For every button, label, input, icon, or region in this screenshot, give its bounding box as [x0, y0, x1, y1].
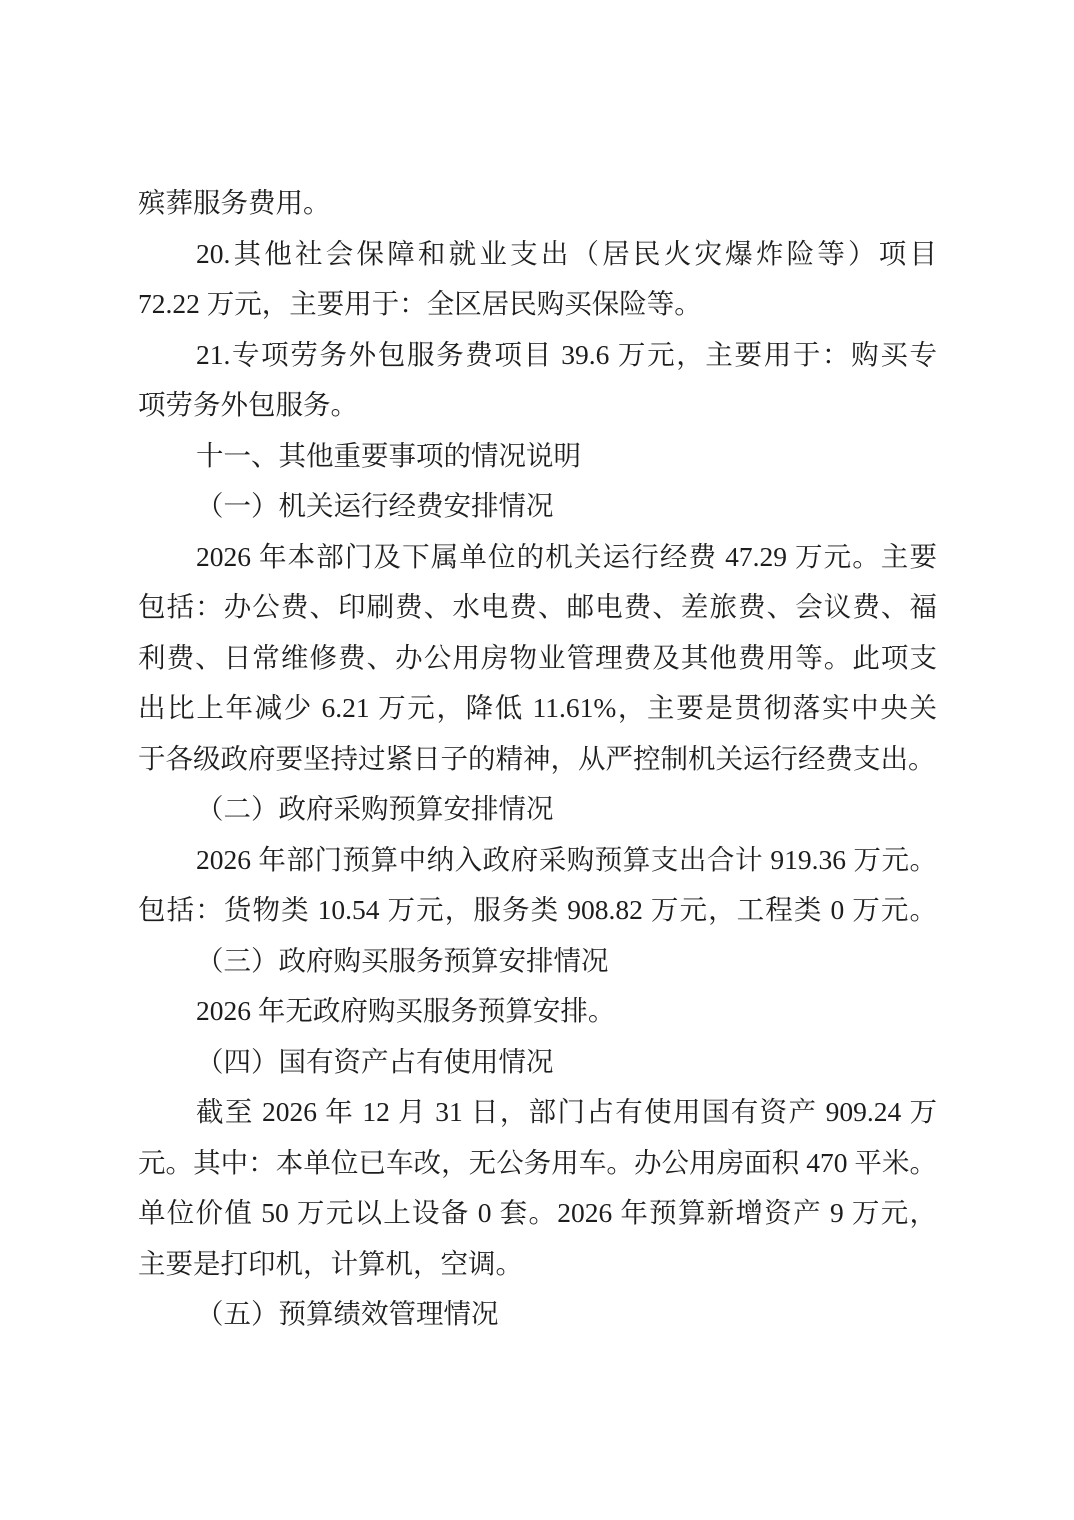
heading-line: （三）政府购买服务预算安排情况	[196, 944, 609, 976]
text-line: 元。其中：本单位已车改，无公务用车。办公用房面积 470 平米。	[138, 1146, 937, 1178]
text-line: 单位价值 50 万元以上设备 0 套。2026 年预算新增资产 9 万元，	[138, 1197, 937, 1228]
text-line: 20.其他社会保障和就业支出（居民火灾爆炸险等）项目	[196, 237, 937, 269]
heading-line: （五）预算绩效管理情况	[196, 1298, 499, 1329]
text-line: 出比上年减少 6.21 万元，降低 11.61%，主要是贯彻落实中央关	[138, 692, 937, 723]
text-line: 殡葬服务费用。	[138, 187, 331, 218]
text-line: 截至 2026 年 12 月 31 日，部门占有使用国有资产 909.24 万	[196, 1096, 937, 1127]
text-line: 于各级政府要坚持过紧日子的精神，从严控制机关运行经费支出。	[138, 742, 936, 774]
document-text	[138, 178, 937, 1340]
heading-line: 十一、其他重要事项的情况说明	[196, 439, 581, 471]
text-line: 包括：货物类 10.54 万元，服务类 908.82 万元，工程类 0 万元。	[138, 894, 937, 925]
heading-line: （四）国有资产占有使用情况	[196, 1045, 554, 1077]
text-line: 72.22 万元，主要用于：全区居民购买保险等。	[138, 288, 702, 319]
text-line: 2026 年无政府购买服务预算安排。	[196, 995, 616, 1026]
heading-line: （一）机关运行经费安排情况	[196, 490, 554, 521]
heading-line: （二）政府采购预算安排情况	[196, 793, 554, 824]
text-line: 2026 年部门预算中纳入政府采购预算支出合计 919.36 万元。	[196, 843, 937, 875]
text-line: 包括：办公费、印刷费、水电费、邮电费、差旅费、会议费、福	[138, 591, 937, 622]
text-line: 项劳务外包服务。	[138, 389, 358, 420]
text-line: 2026 年本部门及下属单位的机关运行经费 47.29 万元。主要	[196, 540, 937, 572]
text-line: 利费、日常维修费、办公用房物业管理费及其他费用等。此项支	[138, 641, 937, 673]
text-line: 21.专项劳务外包服务费项目 39.6 万元，主要用于：购买专	[196, 338, 937, 370]
text-line: 主要是打印机，计算机，空调。	[138, 1247, 523, 1279]
